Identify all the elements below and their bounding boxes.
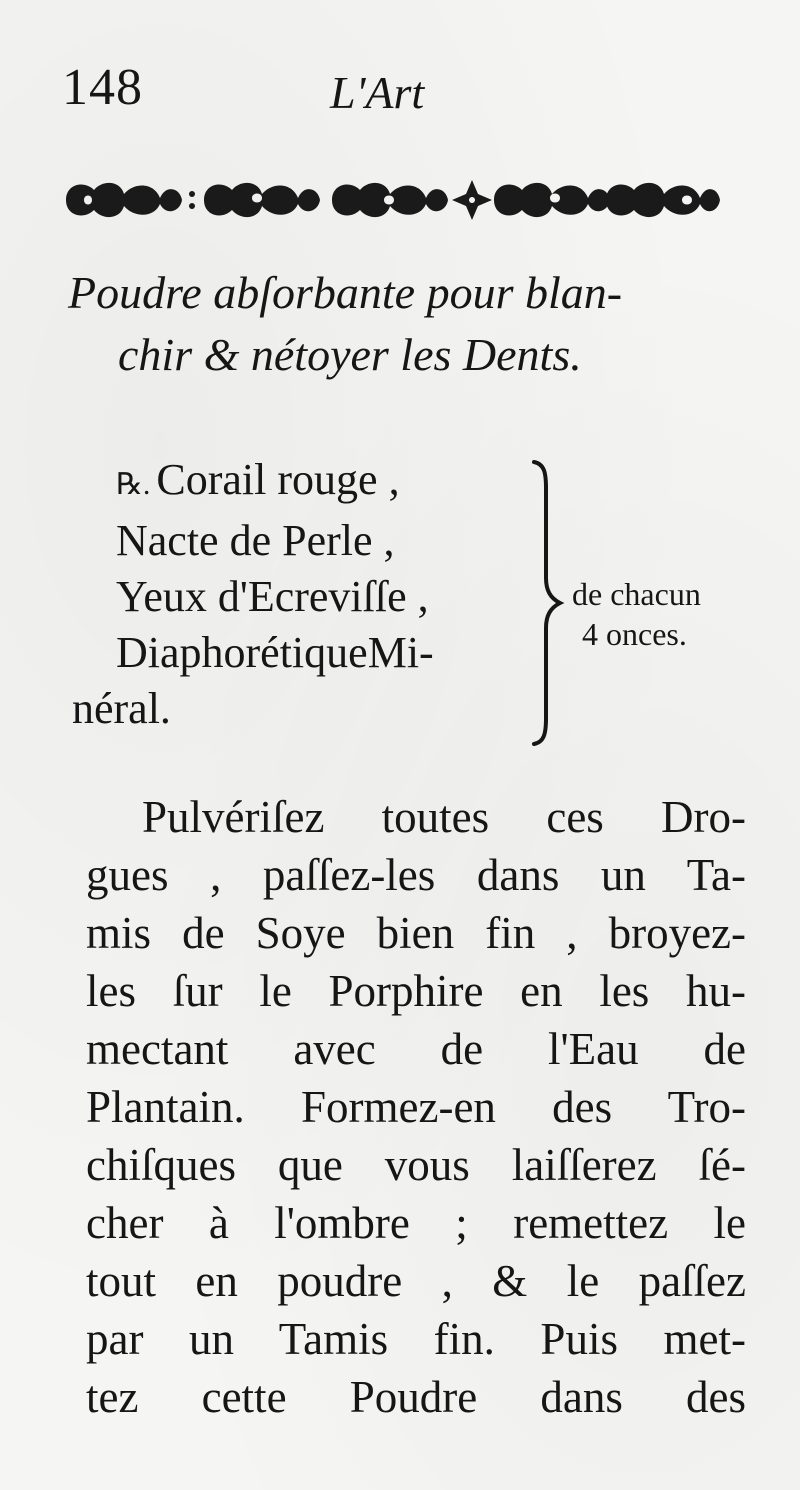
- ingredient-item: Yeux d'Ecreviſſe ,: [116, 572, 429, 621]
- paragraph-line: cher à l'ombre ; remettez le: [86, 1198, 746, 1248]
- page-header: [62, 58, 482, 128]
- paragraph-line: gues , paſſez-les dans un Ta-: [86, 850, 746, 900]
- paragraph-line: les ſur le Porphire en les hu-: [86, 966, 746, 1016]
- paragraph-line: Pulvériſez toutes ces Dro-: [142, 792, 746, 842]
- ingredient-label: Corail rouge ,: [156, 455, 400, 504]
- running-head: L'Art: [330, 67, 425, 118]
- instructions-paragraph: [86, 788, 746, 1426]
- title-line-1: Poudre abſorbante pour blan-: [68, 267, 623, 318]
- paragraph-line: mectant avec de l'Eau de: [86, 1024, 746, 1074]
- ingredient-item: néral.: [72, 684, 171, 733]
- recipe-title: [68, 262, 748, 386]
- recipe-block: [72, 452, 772, 762]
- rx-symbol: ℞.: [116, 468, 151, 501]
- ornament-scroll: [66, 183, 182, 217]
- quantity-line-1: de chacun: [572, 576, 701, 612]
- quantity-line-2: 4 onces.: [582, 616, 687, 652]
- paragraph-line: par un Tamis fin. Puis met-: [86, 1314, 746, 1364]
- curly-brace-icon: [528, 458, 568, 748]
- ingredient-item: DiaphorétiqueMi-: [116, 628, 434, 677]
- ornament-band: [62, 174, 722, 226]
- paragraph-line: chiſques que vous laiſſerez ſé-: [86, 1140, 746, 1190]
- quantity-note: [572, 574, 701, 654]
- title-line-2: chir & nétoyer les Dents.: [118, 329, 582, 380]
- paragraph-line: tout en poudre , & le paſſez: [86, 1256, 746, 1306]
- paragraph-line: Plantain. Formez-en des Tro-: [86, 1082, 746, 1132]
- ingredient-list: [72, 452, 532, 737]
- ingredient-item: Nacte de Perle ,: [116, 516, 395, 565]
- ingredient-item: [72, 452, 532, 513]
- page-number: 148: [62, 59, 143, 116]
- paragraph-line: tez cette Poudre dans des: [86, 1372, 746, 1422]
- paragraph-line: mis de Soye bien fin , broyez-: [86, 908, 746, 958]
